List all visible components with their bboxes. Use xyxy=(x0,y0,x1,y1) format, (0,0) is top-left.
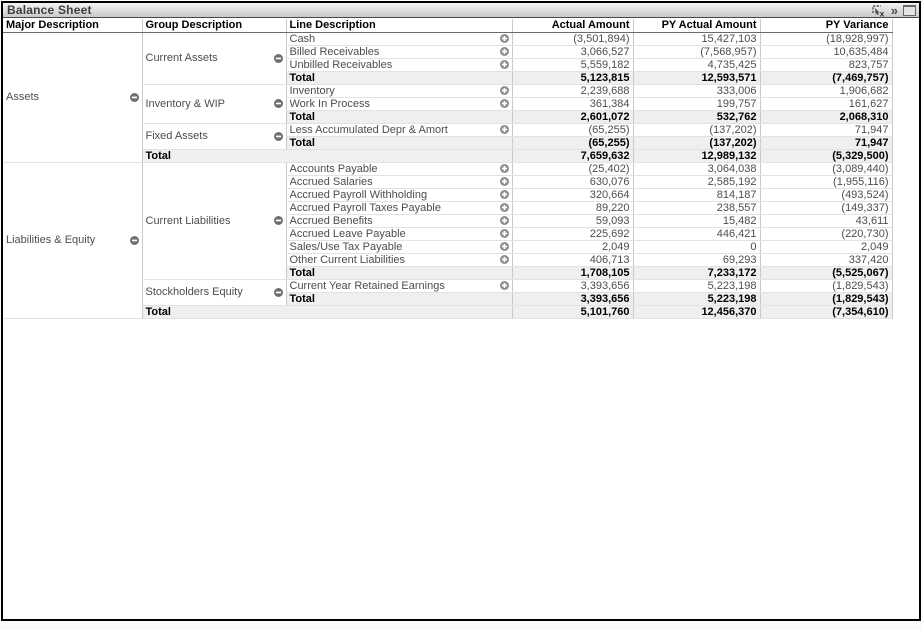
svg-text:x: x xyxy=(879,7,885,17)
collapse-icon[interactable] xyxy=(274,288,283,297)
group-dimension-cell[interactable]: Current Liabilities xyxy=(142,162,286,279)
value-cell: 446,421 xyxy=(633,227,760,240)
value-cell: 225,692 xyxy=(512,227,633,240)
value-cell: 2,585,192 xyxy=(633,175,760,188)
caption-icons xyxy=(871,4,916,17)
group-dimension-cell[interactable]: Inventory & WIP xyxy=(142,84,286,123)
line-dimension-cell[interactable]: Accrued Leave Payable xyxy=(286,227,512,240)
value-cell: (65,255) xyxy=(512,123,633,136)
value-cell: 2,049 xyxy=(760,240,892,253)
balance-sheet-pivot-table xyxy=(3,19,893,319)
header-py-variance[interactable]: PY Variance xyxy=(760,19,892,32)
major-dimension-cell[interactable]: Assets xyxy=(3,32,142,162)
total-value-cell: 5,101,760 xyxy=(512,305,633,318)
header-line-description[interactable]: Line Description xyxy=(286,19,512,32)
line-dimension-cell[interactable]: Accrued Payroll Taxes Payable xyxy=(286,201,512,214)
value-cell: (7,568,957) xyxy=(633,45,760,58)
expand-icon[interactable] xyxy=(500,281,509,290)
header-major-description[interactable]: Major Description xyxy=(3,19,142,32)
total-value-cell: 532,762 xyxy=(633,110,760,123)
value-cell: 337,420 xyxy=(760,253,892,266)
line-dimension-cell[interactable]: Accrued Payroll Withholding xyxy=(286,188,512,201)
expand-icon[interactable] xyxy=(500,255,509,264)
expand-icon[interactable] xyxy=(500,216,509,225)
collapse-icon[interactable] xyxy=(274,216,283,225)
major-total-label: Total xyxy=(142,149,512,162)
value-cell: 320,664 xyxy=(512,188,633,201)
expand-icon[interactable] xyxy=(500,86,509,95)
expand-icon[interactable] xyxy=(500,99,509,108)
value-cell: (1,955,116) xyxy=(760,175,892,188)
value-cell: 630,076 xyxy=(512,175,633,188)
value-cell: 69,293 xyxy=(633,253,760,266)
line-dimension-cell[interactable]: Accrued Benefits xyxy=(286,214,512,227)
total-value-cell: 5,123,815 xyxy=(512,71,633,84)
major-dimension-cell[interactable]: Liabilities & Equity xyxy=(3,162,142,318)
line-dimension-cell[interactable]: Inventory xyxy=(286,84,512,97)
group-dimension-cell[interactable]: Fixed Assets xyxy=(142,123,286,149)
value-cell: (493,524) xyxy=(760,188,892,201)
expand-icon[interactable] xyxy=(500,177,509,186)
restore-icon[interactable] xyxy=(903,4,916,17)
value-cell: 361,384 xyxy=(512,97,633,110)
total-value-cell: (5,525,067) xyxy=(760,266,892,279)
total-value-cell: 3,393,656 xyxy=(512,292,633,305)
value-cell: (149,337) xyxy=(760,201,892,214)
value-cell: 43,611 xyxy=(760,214,892,227)
expand-icon[interactable] xyxy=(500,190,509,199)
send-to-excel-icon[interactable] xyxy=(871,4,886,17)
window-caption-bar[interactable] xyxy=(3,3,919,18)
expand-icon[interactable] xyxy=(500,229,509,238)
group-dimension-cell[interactable]: Stockholders Equity xyxy=(142,279,286,305)
total-value-cell: 12,593,571 xyxy=(633,71,760,84)
value-cell: 5,559,182 xyxy=(512,58,633,71)
line-dimension-cell[interactable]: Other Current Liabilities xyxy=(286,253,512,266)
total-value-cell: 7,659,632 xyxy=(512,149,633,162)
header-row xyxy=(3,19,892,32)
total-value-cell: 12,989,132 xyxy=(633,149,760,162)
value-cell: 10,635,484 xyxy=(760,45,892,58)
value-cell: (3,089,440) xyxy=(760,162,892,175)
line-dimension-cell[interactable]: Unbilled Receivables xyxy=(286,58,512,71)
line-dimension-cell[interactable]: Less Accumulated Depr & Amort xyxy=(286,123,512,136)
fast-change-icon[interactable]: » xyxy=(890,2,898,18)
value-cell: 814,187 xyxy=(633,188,760,201)
value-cell: 3,064,038 xyxy=(633,162,760,175)
line-dimension-cell[interactable]: Accrued Salaries xyxy=(286,175,512,188)
collapse-icon[interactable] xyxy=(274,99,283,108)
major-total-label: Total xyxy=(142,305,512,318)
line-row xyxy=(3,32,892,45)
value-cell: 89,220 xyxy=(512,201,633,214)
line-dimension-cell[interactable]: Current Year Retained Earnings xyxy=(286,279,512,292)
line-dimension-cell[interactable]: Cash xyxy=(286,32,512,45)
value-cell: 0 xyxy=(633,240,760,253)
value-cell: 4,735,425 xyxy=(633,58,760,71)
value-cell: (1,829,543) xyxy=(760,279,892,292)
value-cell: 15,482 xyxy=(633,214,760,227)
collapse-icon[interactable] xyxy=(274,132,283,141)
value-cell: 199,757 xyxy=(633,97,760,110)
total-value-cell: 2,068,310 xyxy=(760,110,892,123)
collapse-icon[interactable] xyxy=(130,93,139,102)
value-cell: 1,906,682 xyxy=(760,84,892,97)
group-total-label: Total xyxy=(286,292,512,305)
value-cell: 823,757 xyxy=(760,58,892,71)
value-cell: 15,427,103 xyxy=(633,32,760,45)
group-total-label: Total xyxy=(286,71,512,84)
total-value-cell: 12,456,370 xyxy=(633,305,760,318)
value-cell: (25,402) xyxy=(512,162,633,175)
value-cell: 5,223,198 xyxy=(633,279,760,292)
total-value-cell: 71,947 xyxy=(760,136,892,149)
expand-icon[interactable] xyxy=(500,164,509,173)
total-value-cell: (7,469,757) xyxy=(760,71,892,84)
expand-icon[interactable] xyxy=(500,60,509,69)
line-row xyxy=(3,162,892,175)
value-cell: 238,557 xyxy=(633,201,760,214)
value-cell: 2,239,688 xyxy=(512,84,633,97)
total-value-cell: 1,708,105 xyxy=(512,266,633,279)
value-cell: 59,093 xyxy=(512,214,633,227)
balance-sheet-window xyxy=(1,1,921,621)
value-cell: 161,627 xyxy=(760,97,892,110)
value-cell: 333,006 xyxy=(633,84,760,97)
value-cell: 3,066,527 xyxy=(512,45,633,58)
expand-icon[interactable] xyxy=(500,34,509,43)
group-total-label: Total xyxy=(286,266,512,279)
value-cell: 406,713 xyxy=(512,253,633,266)
header-py-actual-amount[interactable]: PY Actual Amount xyxy=(633,19,760,32)
collapse-icon[interactable] xyxy=(274,54,283,63)
value-cell: 3,393,656 xyxy=(512,279,633,292)
group-total-label: Total xyxy=(286,136,512,149)
total-value-cell: (65,255) xyxy=(512,136,633,149)
total-value-cell: (5,329,500) xyxy=(760,149,892,162)
total-value-cell: (1,829,543) xyxy=(760,292,892,305)
line-dimension-cell[interactable]: Sales/Use Tax Payable xyxy=(286,240,512,253)
group-dimension-cell[interactable]: Current Assets xyxy=(142,32,286,84)
group-total-label: Total xyxy=(286,110,512,123)
expand-icon[interactable] xyxy=(500,125,509,134)
line-dimension-cell[interactable]: Work In Process xyxy=(286,97,512,110)
header-actual-amount[interactable]: Actual Amount xyxy=(512,19,633,32)
expand-icon[interactable] xyxy=(500,242,509,251)
value-cell: 71,947 xyxy=(760,123,892,136)
total-value-cell: 2,601,072 xyxy=(512,110,633,123)
value-cell: (3,501,894) xyxy=(512,32,633,45)
total-value-cell: (137,202) xyxy=(633,136,760,149)
total-value-cell: (7,354,610) xyxy=(760,305,892,318)
header-group-description[interactable]: Group Description xyxy=(142,19,286,32)
window-title: Balance Sheet xyxy=(7,3,92,17)
total-value-cell: 7,233,172 xyxy=(633,266,760,279)
value-cell: (220,730) xyxy=(760,227,892,240)
line-dimension-cell[interactable]: Accounts Payable xyxy=(286,162,512,175)
expand-icon[interactable] xyxy=(500,203,509,212)
value-cell: 2,049 xyxy=(512,240,633,253)
total-value-cell: 5,223,198 xyxy=(633,292,760,305)
value-cell: (137,202) xyxy=(633,123,760,136)
line-dimension-cell[interactable]: Billed Receivables xyxy=(286,45,512,58)
value-cell: (18,928,997) xyxy=(760,32,892,45)
collapse-icon[interactable] xyxy=(130,236,139,245)
expand-icon[interactable] xyxy=(500,47,509,56)
